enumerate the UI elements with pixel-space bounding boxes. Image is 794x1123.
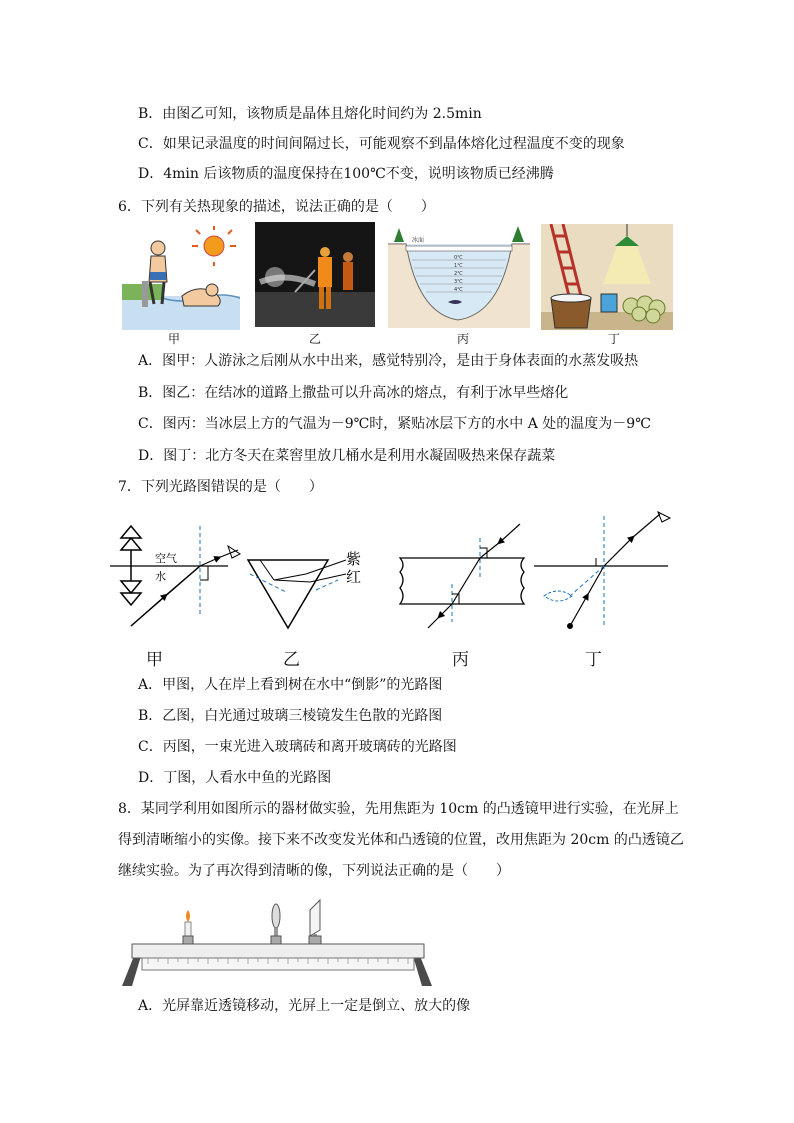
q6-option-d: D．图丁：北方冬天在菜窖里放几桶水是利用水凝固吸热来保存蔬菜 [138,448,556,464]
sun-icon [192,226,236,266]
figure-bing [400,524,524,628]
screen-icon [309,900,321,944]
q7-caption-ding: 丁 [585,650,602,670]
figure-yi [248,550,361,628]
q6-figure-bing [388,224,530,328]
label-red: 红 [346,568,362,586]
temp-2: 2℃ [454,271,463,277]
q6-option-c: C．图丙：当冰层上方的气温为－9℃时，紧贴冰层下方的水中 A 处的温度为－9℃ [138,416,651,432]
q6-caption-bing: 丙 [456,332,469,346]
q6-caption-ding: 丁 [607,332,620,346]
temp-1: 1℃ [454,263,463,269]
q8-optical-bench [118,896,436,990]
q7-option-c: C．丙图，一束光进入玻璃砖和离开玻璃砖的光路图 [138,739,457,755]
q6-caption-jia: 甲 [167,332,180,346]
q7-figures [110,508,690,638]
candle-icon [183,910,193,944]
label-water: 水 [155,570,166,583]
q5-option-d: D．4min 后该物质的温度保持在100℃不变，说明该物质已经沸腾 [138,166,554,182]
q6-stem: 6．下列有关热现象的描述，说法正确的是（ ） [118,199,435,215]
q6-figure-yi [255,222,375,327]
q8-stem-line-3: 继续实验。为了再次得到清晰的像，下列说法正确的是（ ） [118,863,510,879]
q5-option-c: C．如果记录温度的时间间隔过长，可能观察不到晶体熔化过程温度不变的现象 [138,136,625,152]
q8-stem-line-1: 8．某同学利用如图所示的器材做实验，先用焦距为 10cm 的凸透镜甲进行实验，在光屏上 [118,801,679,817]
q7-option-a: A．甲图，人在岸上看到树在水中“倒影”的光路图 [138,677,443,693]
q7-option-b: B．乙图，白光通过玻璃三棱镜发生色散的光路图 [138,708,443,724]
q7-caption-bing: 丙 [452,650,469,670]
q7-stem: 7．下列光路图错误的是（ ） [118,479,323,495]
q7-caption-yi: 乙 [283,650,300,670]
q6-option-b: B．图乙：在结冰的道路上撒盐可以升高冰的熔点，有利于冰早些熔化 [138,385,569,401]
figure-ding [534,512,670,629]
q6-figure-jia [122,226,240,330]
eye-icon [658,512,670,522]
q8-stem-line-2: 得到清晰缩小的实像。接下来不改变发光体和凸透镜的位置，改用焦距为 20cm 的凸透镜乙 [118,832,684,848]
q6-option-a: A．图甲：人游泳之后刚从水中出来，感觉特别冷，是由于身体表面的水蒸发吸热 [138,353,639,369]
temp-0: 0℃ [454,255,463,261]
label-violet: 紫 [346,550,362,568]
temp-4: 4℃ [454,287,463,293]
q7-option-d: D．丁图，人看水中鱼的光路图 [138,770,332,786]
q8-option-a: A．光屏靠近透镜移动，光屏上一定是倒立、放大的像 [138,998,471,1014]
q7-caption-jia: 甲 [146,650,163,670]
q6-caption-yi: 乙 [308,332,321,346]
temp-3: 3℃ [454,279,463,285]
figure-jia [110,526,240,626]
ice-label: 冰面 [412,237,425,244]
q6-figure-ding [541,224,673,330]
q5-option-b: B．由图乙可知，该物质是晶体且熔化时间约为 2.5min [138,106,482,122]
label-air: 空气 [155,552,177,565]
lens-icon [271,904,281,944]
